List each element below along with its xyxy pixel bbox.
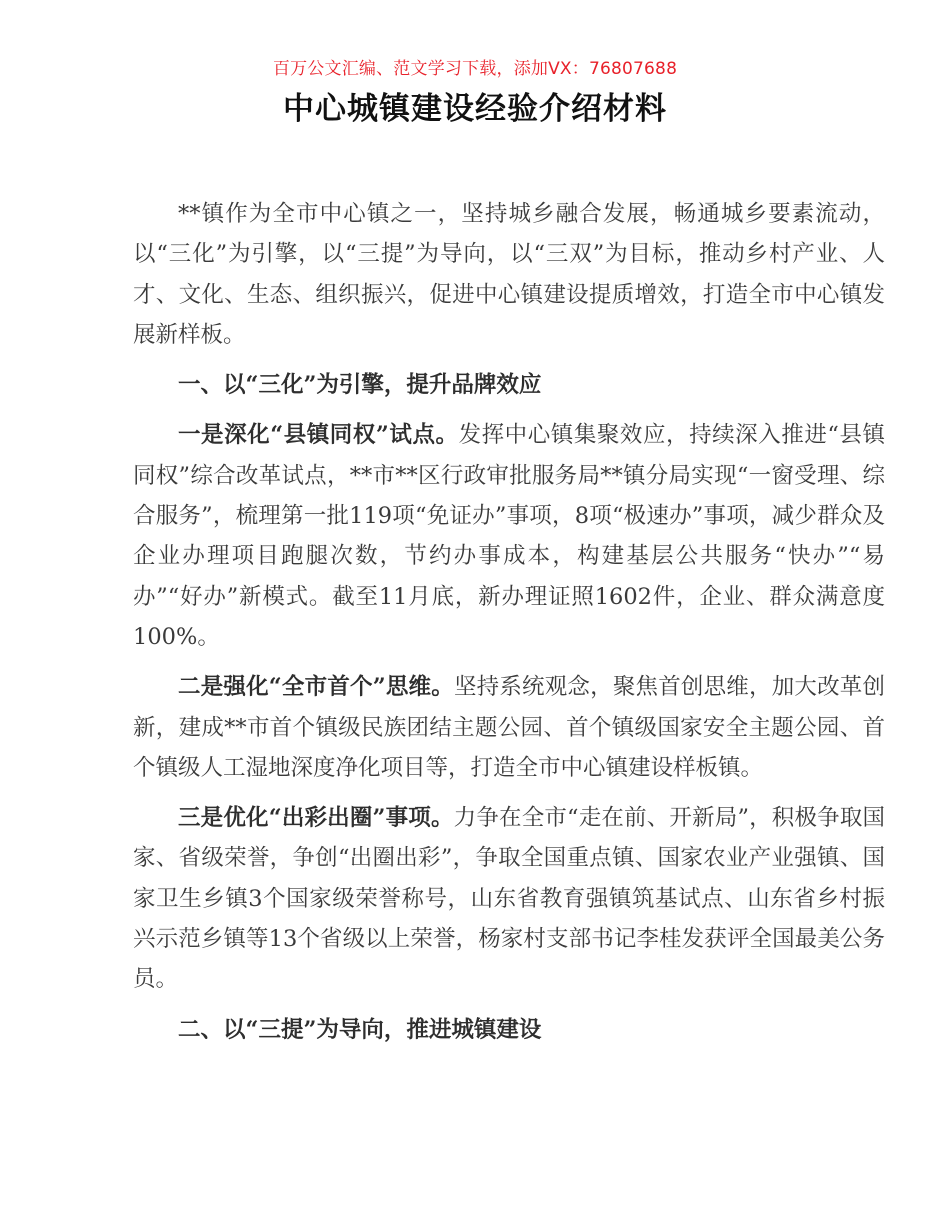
document-body — [133, 194, 885, 1050]
item-lead: 一是深化“县镇同权”试点。 — [178, 422, 459, 449]
section-1-item-2 — [133, 667, 885, 788]
item-text: 力争在全市“走在前、开新局”，积极争取国家、省级荣誉，争创“出圈出彩”，争取全国重点镇、国家农业产业强镇、国家卫生乡镇3个国家级荣誉称号，山东省教育强镇筑基试点、山东省乡村振兴示范乡镇等13个省级以上荣誉，杨家村支部书记李桂发获评全国最美公务员。 — [133, 805, 885, 993]
intro-paragraph: **镇作为全市中心镇之一，坚持城乡融合发展，畅通城乡要素流动，以“三化”为引擎，以“三提”为导向，以“三双”为目标，推动乡村产业、人才、文化、生态、组织振兴，促进中心镇建设提质增效，打造全市中心镇发展新样板。 — [133, 201, 885, 348]
item-lead: 二是强化“全市首个”思维。 — [178, 674, 454, 701]
item-text: 发挥中心镇集聚效应，持续深入推进“县镇同权”综合改革试点，**市**区行政审批服务局**镇分局实现“一窗受理、综合服务”，梳理第一批119项“免证办”事项，8项“极速办”事项，减少群众及企业办理项目跑腿次数，节约办事成本，构建基层公共服务“快办”“易办”“好办”新模式。截至11月底，新办理证照1602件，企业、群众满意度100%。 — [133, 422, 885, 650]
section-1-item-1 — [133, 415, 885, 657]
section-2-heading: 二、以“三提”为导向，推进城镇建设 — [178, 1016, 542, 1043]
item-text: 坚持系统观念，聚焦首创思维，加大改革创新，建成**市首个镇级民族团结主题公园、首个镇级国家安全主题公园、首个镇级人工湿地深度净化项目等，打造全市中心镇建设样板镇。 — [133, 674, 885, 781]
item-lead: 三是优化“出彩出圈”事项。 — [178, 805, 454, 832]
document-title: 中心城镇建设经验介绍材料 — [283, 91, 667, 127]
section-1-item-3 — [133, 798, 885, 999]
section-1-heading: 一、以“三化”为引擎，提升品牌效应 — [178, 372, 542, 399]
watermark-text: 百万公文汇编、范文学习下载，添加VX：76807688 — [272, 59, 678, 79]
